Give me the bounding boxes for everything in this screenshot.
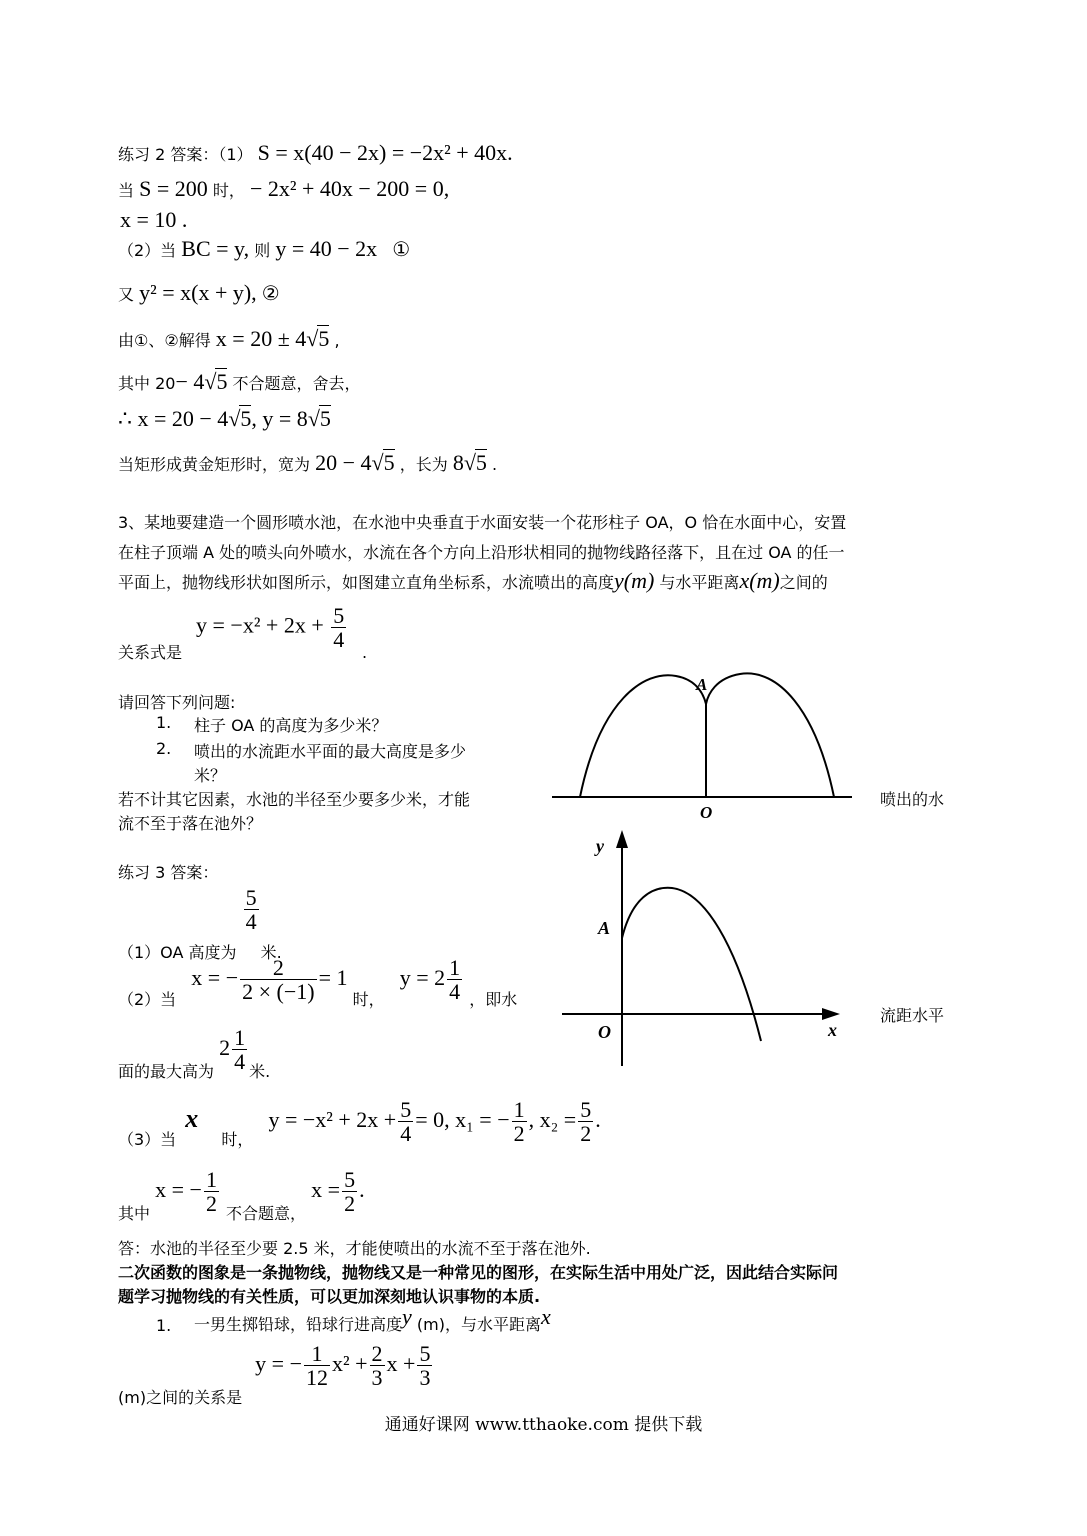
- math: S = 200: [139, 176, 208, 201]
- fraction: [447, 956, 462, 1003]
- fraction: [232, 1026, 247, 1073]
- sqrt: 5: [240, 406, 252, 431]
- ex3-title: 练习 3 答案：: [118, 863, 219, 882]
- q3-text-cont: 流不至于落在池外？: [118, 814, 263, 833]
- math: [311, 1167, 365, 1217]
- numerator: 1: [513, 1097, 525, 1122]
- text: .: [362, 643, 368, 662]
- math-part: 20 − 4: [315, 450, 372, 475]
- text: ,: [334, 331, 340, 350]
- q3-text: 若不计其它因素，水池的半径至少要多少米，才能: [118, 790, 471, 809]
- ex2-line9: [118, 449, 497, 476]
- page-footer: 通通好课网 www.tthaoke.com 提供下载: [384, 1415, 703, 1435]
- q1-num: 1.: [156, 713, 172, 732]
- right-parabola: [706, 673, 834, 797]
- left-parabola: [580, 675, 706, 797]
- numerator: 1: [205, 1167, 217, 1192]
- ex2-line6: [118, 325, 340, 352]
- text: 与水平距离: [659, 573, 740, 592]
- math: [219, 1025, 249, 1075]
- math-part: x +: [386, 1350, 416, 1376]
- math-part: = 0, x₁ = −: [415, 1106, 510, 1132]
- ex2-line4: [118, 236, 410, 262]
- text: 时，: [212, 181, 245, 200]
- ex2-label: 练习 2 答案：（1）: [118, 145, 253, 164]
- math-part: x² +: [332, 1350, 368, 1376]
- denominator: 2: [344, 1191, 356, 1217]
- sqrt: 5: [318, 326, 330, 351]
- math: y = 40 − 2x: [275, 236, 378, 261]
- sqrt: 5: [475, 450, 487, 475]
- text: 其中 20: [118, 374, 176, 393]
- text: 不合题意，舍去，: [232, 374, 361, 393]
- denominator: 2: [513, 1121, 525, 1147]
- ex3-a2-line2: [118, 1025, 271, 1081]
- fraction: [204, 1168, 219, 1215]
- next-q-num: 1.: [156, 1316, 172, 1335]
- text: （2）当: [118, 989, 177, 1009]
- math-part: 8: [452, 450, 464, 475]
- fraction: [342, 1168, 357, 1215]
- text: 关系式是: [118, 643, 183, 662]
- math-part: , y = 8: [251, 406, 308, 431]
- ex2-line5: [118, 280, 280, 306]
- denominator: 12: [306, 1365, 328, 1391]
- ex2-line3: x = 10 .: [120, 207, 188, 232]
- text: 时，: [221, 1129, 254, 1149]
- fraction: [370, 1342, 385, 1389]
- text: 米.: [260, 943, 282, 963]
- denominator: 2: [205, 1191, 217, 1217]
- math: [155, 1167, 221, 1217]
- text: 其中: [118, 1203, 151, 1223]
- circle-mark-2: ②: [261, 281, 280, 305]
- math: 20 − 4√5: [315, 450, 395, 475]
- text: .: [491, 455, 498, 474]
- q2-text: 喷出的水流距水平面的最大高度是多少: [194, 742, 467, 761]
- numerator: 5: [419, 1341, 431, 1366]
- math-part: y = −x² + 2x +: [268, 1106, 397, 1132]
- numerator: 1: [234, 1025, 246, 1050]
- y-axis-arrow: [616, 830, 628, 848]
- text: （2）当: [118, 241, 177, 260]
- p3-line1: 3、某地要建造一个圆形喷水池，在水池中央垂直于水面安装一个花形柱子 OA，O 恰在水面中心，安置: [118, 513, 847, 532]
- math-part: x = −: [155, 1176, 202, 1202]
- math: y: [402, 1304, 412, 1329]
- text: 当: [118, 181, 135, 200]
- text: 面的最大高为: [118, 1061, 215, 1081]
- q2-text-cont: 米？: [194, 766, 227, 785]
- denominator: 4: [245, 909, 257, 935]
- fraction: [578, 1098, 593, 1145]
- x-axis-arrow: [822, 1008, 840, 1020]
- numerator: 2: [272, 955, 284, 980]
- denominator: 4: [234, 1049, 246, 1075]
- text: 时，: [352, 989, 385, 1009]
- ex2-line2: [118, 176, 449, 202]
- ex2-eq1: S = x(40 − 2x) = −2x² + 40x.: [257, 140, 513, 165]
- ex3-a3b: [118, 1167, 365, 1223]
- math-part: , x₂ =: [528, 1106, 577, 1132]
- text: ，即水: [469, 989, 518, 1009]
- text: 米.: [249, 1061, 271, 1081]
- numerator: 5: [333, 603, 345, 628]
- fraction: [304, 1342, 330, 1389]
- fraction: [512, 1098, 527, 1145]
- math-part: ∴ x = 20 − 4: [118, 406, 229, 431]
- numerator: 1: [449, 955, 461, 980]
- math-part: − 4: [175, 369, 205, 394]
- math: [255, 1341, 434, 1391]
- label-o: O: [700, 803, 713, 820]
- ex3-answer: 答：水池的半径至少要 2.5 米，才能使喷出的水流不至于落在池外.: [118, 1239, 591, 1258]
- denominator: 4: [449, 979, 461, 1005]
- math: y² = x(x + y),: [139, 280, 257, 305]
- math: [268, 1097, 601, 1147]
- text: （3）当: [118, 1129, 177, 1149]
- ex2-line7: [118, 368, 361, 395]
- numerator: 1: [311, 1341, 323, 1366]
- math: − 2x² + 40x − 200 = 0,: [249, 176, 450, 201]
- parabola-curve: [622, 888, 761, 1041]
- math-part: = 1: [318, 964, 348, 990]
- circle-mark-1: ①: [392, 237, 411, 261]
- ex3-a2-right: 流距水平: [880, 1006, 945, 1025]
- next-q-line2: [118, 1341, 434, 1407]
- q3-text-right: 喷出的水: [880, 790, 945, 809]
- ex3-a2: [118, 955, 518, 1009]
- ex2-line8: ∴ x = 20 − 4√5, y = 8√5: [118, 406, 331, 431]
- label-o: O: [598, 1022, 611, 1042]
- q2-num: 2.: [156, 739, 172, 758]
- p3-line3: [118, 568, 828, 594]
- math-part: 2: [219, 1034, 231, 1060]
- text: (m)之间的关系是: [118, 1387, 243, 1407]
- math: x: [540, 1304, 551, 1329]
- denominator: 2 × (−1): [242, 979, 315, 1005]
- p3-relation: [118, 640, 367, 663]
- sqrt: 5: [216, 369, 228, 394]
- text: （1）OA 高度为: [118, 943, 237, 963]
- denominator: 4: [400, 1121, 412, 1147]
- text: 一男生掷铅球，铅球行进高度: [194, 1315, 403, 1334]
- p3-line2: 在柱子顶端 A 处的喷头向外喷水，水流在各个方向上沿形状相同的抛物线路径落下，且在过 OA 的任一: [118, 543, 845, 562]
- math: x(m): [739, 568, 780, 593]
- fraction: [240, 956, 316, 1003]
- denominator: 3: [371, 1365, 383, 1391]
- label-a: A: [696, 675, 708, 694]
- next-q-line1: [194, 1304, 551, 1336]
- math: y(m): [614, 568, 655, 593]
- numerator: 2: [371, 1341, 383, 1366]
- text: 由①、②解得: [118, 331, 211, 350]
- fraction: [398, 1098, 413, 1145]
- text: ，长为: [399, 455, 448, 474]
- math-part: .: [595, 1106, 601, 1132]
- coordinate-figure: [556, 826, 846, 1072]
- numerator: 5: [344, 1167, 356, 1192]
- math-part: y = −: [255, 1350, 302, 1376]
- math-part: .: [359, 1176, 365, 1202]
- denominator: 2: [580, 1121, 592, 1147]
- text: (m)，与水平距离: [416, 1315, 541, 1334]
- ex3-a3: [118, 1097, 601, 1149]
- fraction: [417, 1342, 432, 1389]
- summary-line1: 二次函数的图象是一条抛物线，抛物线又是一种常见的图形，在实际生活中用处广泛，因此结合实际问: [118, 1263, 839, 1282]
- denominator: 4: [333, 627, 345, 653]
- fraction: [244, 886, 259, 933]
- math-part: x = 20 ± 4: [215, 326, 307, 351]
- text: 平面上，抛物线形状如图所示，如图建立直角坐标系，水流喷出的高度: [118, 573, 615, 592]
- summary-line2: 题学习抛物线的有关性质，可以更加深刻地认识事物的本质.: [118, 1287, 541, 1306]
- text: 不合题意，: [226, 1203, 307, 1223]
- q1-text: 柱子 OA 的高度为多少米？: [194, 716, 388, 735]
- math: − 4√5: [175, 369, 228, 394]
- numerator: 5: [580, 1097, 592, 1122]
- text: 又: [118, 285, 135, 304]
- label-y: y: [596, 836, 604, 856]
- math-part: x = −: [191, 964, 239, 990]
- ex2-line1: [118, 140, 513, 166]
- numerator: 5: [400, 1097, 412, 1122]
- numerator: 5: [245, 885, 257, 910]
- math-part: y = 2: [399, 964, 446, 990]
- math: [399, 955, 464, 1005]
- text: 当矩形成黄金矩形时，宽为: [118, 455, 311, 474]
- ex3-a1: [118, 885, 282, 963]
- math-part: y = −x² + 2x +: [196, 612, 324, 638]
- sqrt: 5: [383, 450, 395, 475]
- text: 则: [254, 241, 271, 260]
- denominator: 3: [419, 1365, 431, 1391]
- sqrt: 5: [319, 406, 331, 431]
- math-part: x =: [311, 1176, 341, 1202]
- label-x: x: [828, 1020, 837, 1040]
- text: 之间的: [779, 573, 828, 592]
- math: x = 20 ± 4√5: [215, 326, 330, 351]
- math: 8√5: [452, 450, 487, 475]
- fountain-figure: [548, 660, 858, 820]
- math: BC = y,: [181, 236, 250, 261]
- p3-ask: 请回答下列问题:: [118, 693, 236, 712]
- label-a: A: [598, 918, 611, 938]
- math: x: [185, 1103, 199, 1133]
